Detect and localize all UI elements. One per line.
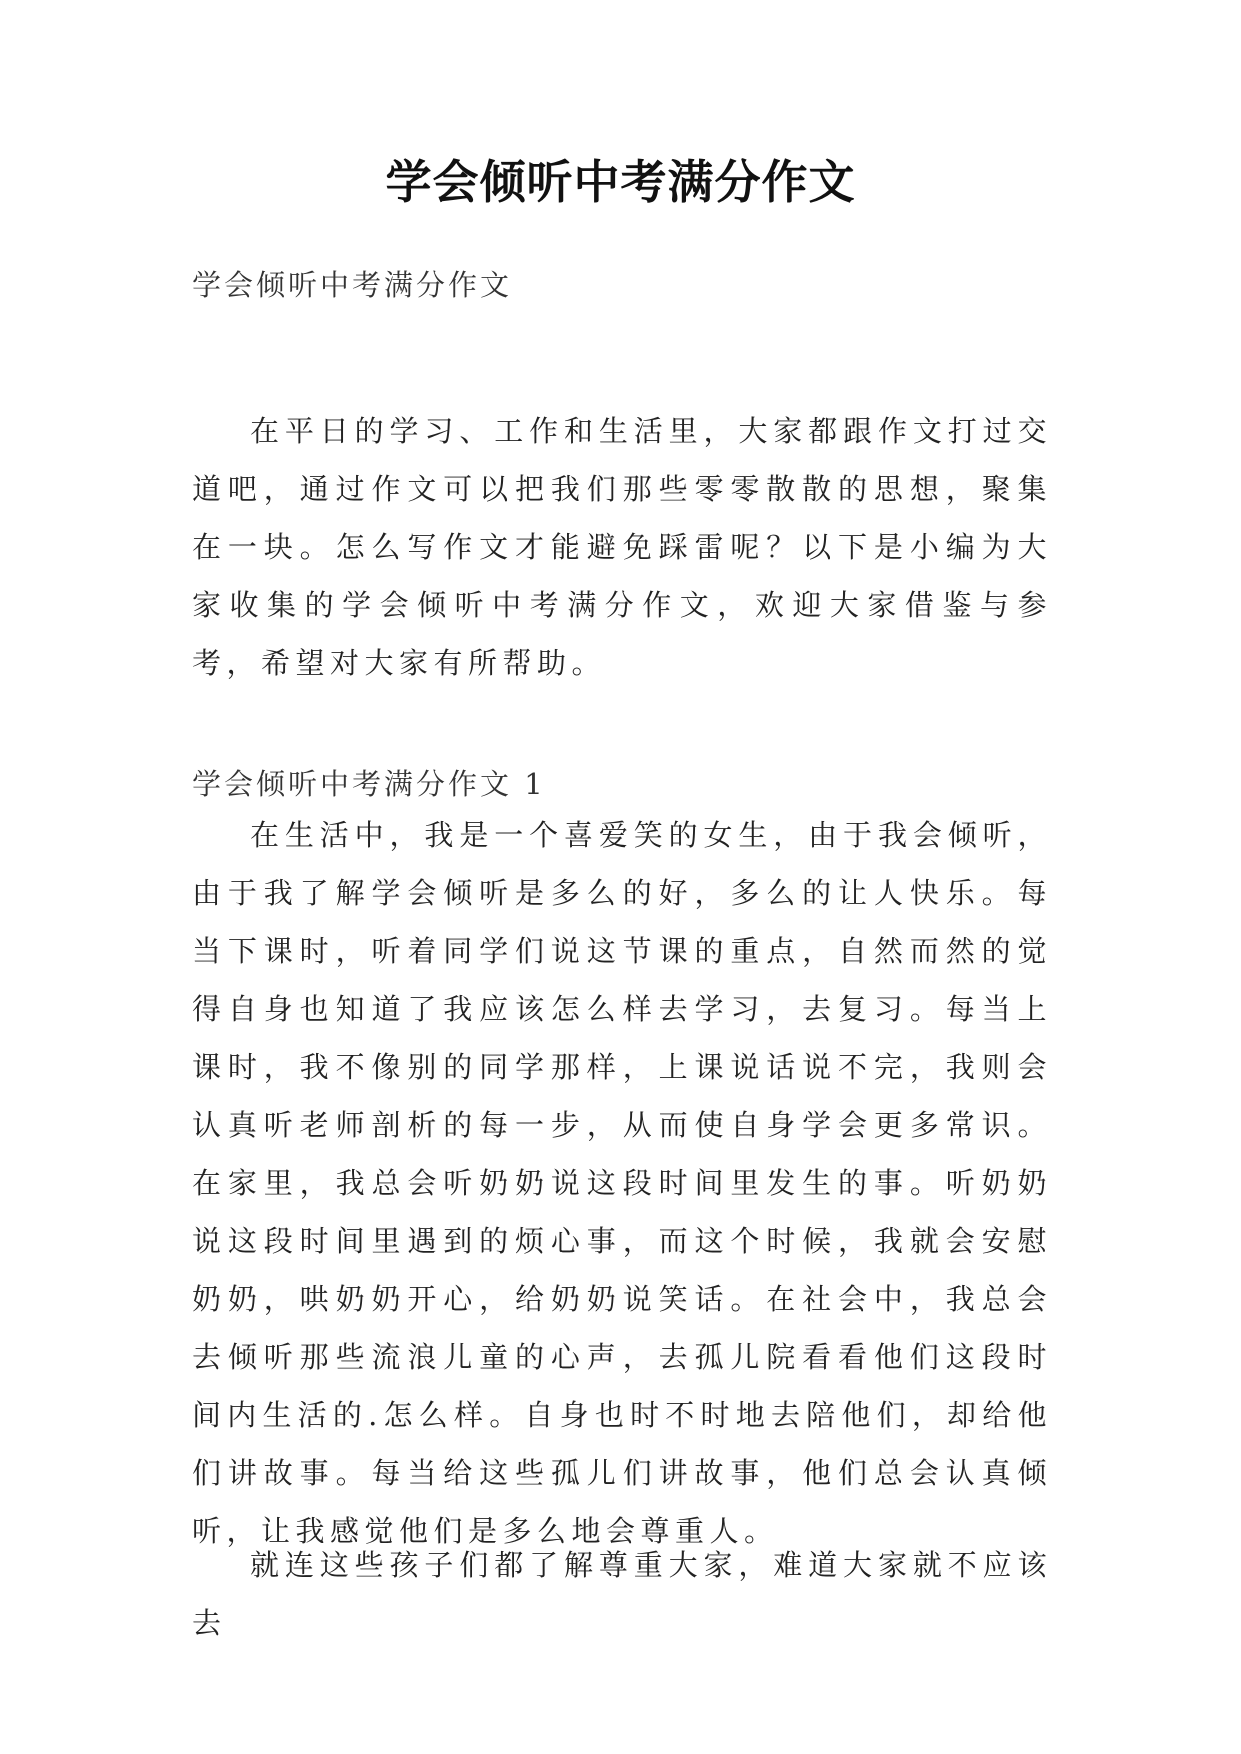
- essay-paragraph: 在生活中，我是一个喜爱笑的女生，由于我会倾听，由于我了解学会倾听是多么的好，多么的让人快乐。每当下课时，听着同学们说这节课的重点，自然而然的觉得自身也知道了我应该怎么样去学习，去复习。每当上课时，我不像别的同学那样，上课说话说不完，我则会认真听老师剖析的每一步，从而使自身学会更多常识。在家里，我总会听奶奶说这段时间里发生的事。听奶奶说这段时间里遇到的烦心事，而这个时候，我就会安慰奶奶，哄奶奶开心，给奶奶说笑话。在社会中，我总会去倾听那些流浪儿童的心声，去孤儿院看看他们这段时间内生活的.怎么样。自身也时不时地去陪他们，却给他们讲故事。每当给这些孤儿们讲故事，他们总会认真倾听，让我感觉他们是多么地会尊重人。: [192, 818, 1052, 1548]
- intro-paragraph: 在平日的学习、工作和生活里，大家都跟作文打过交道吧，通过作文可以把我们那些零零散散的思想，聚集在一块。怎么写作文才能避免踩雷呢？以下是小编为大家收集的学会倾听中考满分作文，欢迎大家借鉴与参考，希望对大家有所帮助。: [192, 414, 1052, 680]
- document-title: 学会倾听中考满分作文: [385, 155, 856, 209]
- document-subtitle: 学会倾听中考满分作文: [192, 268, 513, 302]
- essay-paragraph: 就连这些孩子们都了解尊重大家，难道大家就不应该去: [192, 1548, 1052, 1640]
- section-heading: 学会倾听中考满分作文 1: [192, 767, 546, 801]
